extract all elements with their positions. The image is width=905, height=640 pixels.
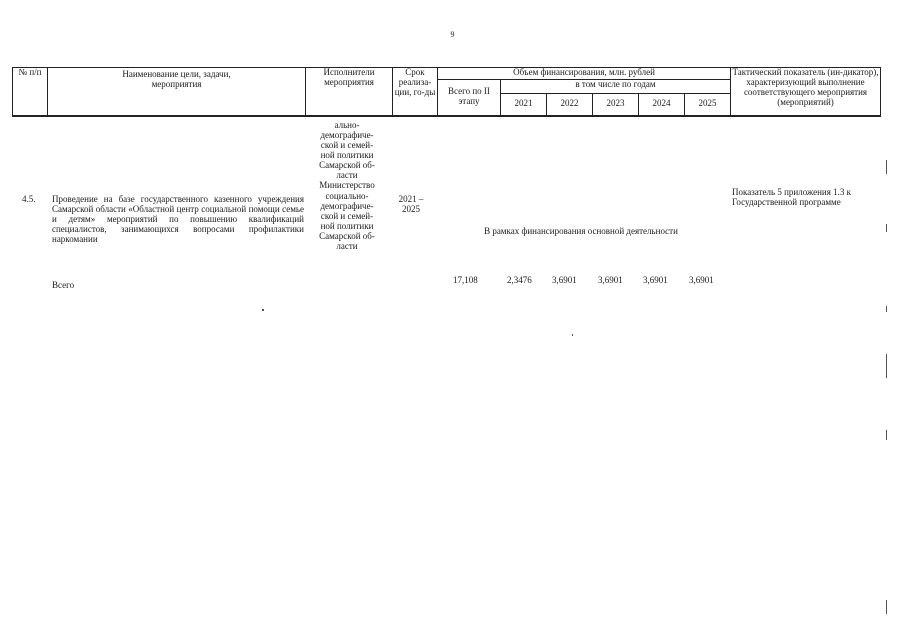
executors-line: ской и семей- bbox=[320, 210, 374, 221]
header-tactical: Тактический показатель (ин-дикатор), характеризующий выполнение соответствующего мероприятия (мероприятий) bbox=[731, 68, 881, 116]
total-value: 17,108 bbox=[453, 275, 478, 285]
scan-mark bbox=[886, 306, 887, 312]
executors-line: Министерство bbox=[319, 180, 375, 191]
executors-line: демографиче- bbox=[320, 130, 374, 141]
executors-line: ласти bbox=[336, 170, 358, 181]
year-value-2023: 3,6901 bbox=[598, 275, 623, 285]
scan-mark bbox=[262, 309, 264, 311]
row-period-start: 2021 – bbox=[398, 194, 424, 204]
row-period-end: 2025 bbox=[402, 204, 420, 215]
year-value-2022: 3,6901 bbox=[552, 275, 577, 285]
executors-cell bbox=[306, 120, 388, 251]
total-label: Всего bbox=[52, 280, 75, 290]
header-period: Срок реализа-ции, го-ды bbox=[393, 68, 438, 116]
page-number: 9 bbox=[450, 30, 455, 39]
executors-line: ально- bbox=[334, 120, 360, 130]
executors-line: Самарской об- bbox=[319, 160, 375, 171]
header-by-years: в том числе по годам bbox=[501, 80, 731, 94]
funding-note: В рамках финансирования основной деятельности bbox=[484, 226, 678, 236]
scan-mark bbox=[886, 160, 887, 174]
header-no: № п/п bbox=[13, 68, 48, 116]
executors-line: демографиче- bbox=[320, 200, 374, 211]
header-total: Всего по II этапу bbox=[438, 80, 501, 116]
row-tactical: Показатель 5 приложения 1.3 к Государственной программе bbox=[732, 187, 851, 208]
header-funding: Объем финансирования, млн. рублей bbox=[438, 68, 731, 80]
header-executors: Исполнители мероприятия bbox=[306, 68, 393, 116]
header-year: 2022 bbox=[547, 94, 593, 116]
scan-mark bbox=[886, 600, 887, 614]
row-period bbox=[390, 194, 432, 214]
header-name: Наименование цели, задачи, мероприятия bbox=[48, 68, 306, 116]
row-title: Проведение на базе государственного казенного учреждения Самарской области «Областной центр социальной помощи семье и детям» мероприятий по повышению квалификаций специалистов, занимающихся вопросами профилактики наркомании bbox=[52, 194, 304, 245]
header-year: 2025 bbox=[685, 94, 731, 116]
scan-mark bbox=[886, 354, 887, 378]
year-value-2024: 3,6901 bbox=[643, 275, 668, 285]
header-year: 2024 bbox=[639, 94, 685, 116]
executors-line: социально- bbox=[325, 190, 369, 201]
scan-mark bbox=[572, 334, 573, 336]
header-year: 2021 bbox=[501, 94, 547, 116]
year-value-2025: 3,6901 bbox=[689, 275, 714, 285]
table-header bbox=[12, 67, 881, 117]
scan-mark bbox=[886, 430, 887, 440]
year-value-2021: 2,3476 bbox=[507, 275, 532, 285]
row-number: 4.5. bbox=[22, 194, 36, 204]
executors-line: ной политики bbox=[320, 150, 374, 161]
executors-line: ласти bbox=[336, 240, 358, 251]
executors-line: ной политики bbox=[320, 220, 374, 231]
header-year: 2023 bbox=[593, 94, 639, 116]
scan-mark bbox=[886, 224, 887, 232]
executors-line: Самарской об- bbox=[319, 230, 375, 241]
executors-line: ской и семей- bbox=[320, 140, 374, 151]
